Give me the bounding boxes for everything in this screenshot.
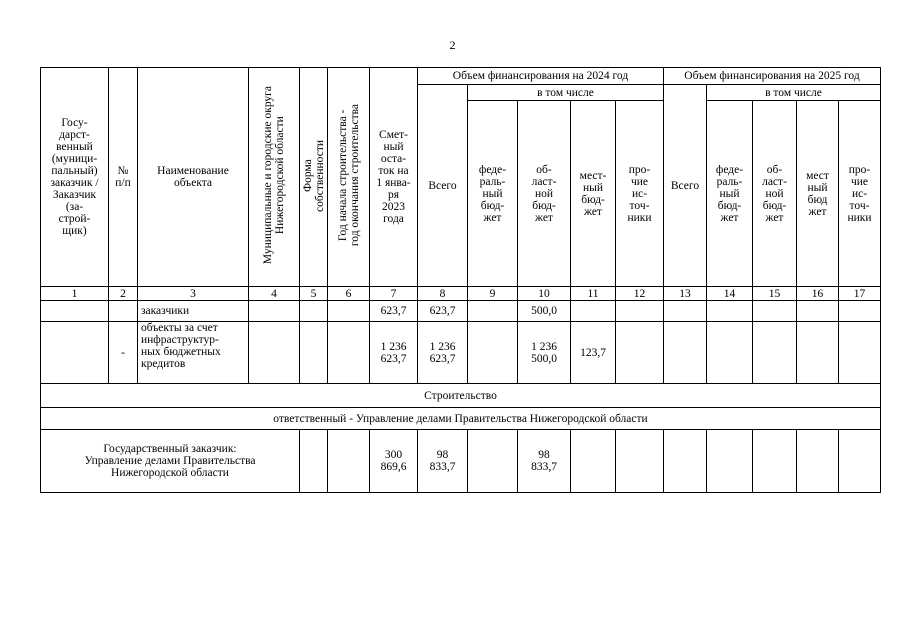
- column-numbers-row: [41, 287, 881, 301]
- cell-total-2024: 1 236 623,7: [418, 322, 468, 384]
- table-row: [41, 301, 881, 322]
- column-number: 10: [518, 287, 571, 301]
- column-number: 16: [797, 287, 839, 301]
- header-municipal-districts: Муниципальные и городские округа Нижегородской области: [249, 68, 300, 287]
- header-total-2024: Всего: [418, 85, 468, 287]
- header-including-2025: в том числе: [707, 85, 881, 101]
- item-number: -: [109, 322, 138, 384]
- cell-estimated-balance: 623,7: [370, 301, 418, 322]
- header-federal-2025: феде- раль- ный бюд- жет: [707, 101, 753, 287]
- responsible-row: ответственный - Управление делами Правительства Нижегородской области: [41, 408, 881, 430]
- cell-regional-2024: 98 833,7: [518, 430, 571, 493]
- table-row: [41, 430, 881, 493]
- header-customer: Госу- дарст- венный (муници- пальный) заказчик / Заказчик (за- строй- щик): [41, 68, 109, 287]
- header-construction-years: Год начала строительства - год окончания строительства: [328, 68, 370, 287]
- column-number: 6: [328, 287, 370, 301]
- column-number: 17: [839, 287, 881, 301]
- cell-regional-2024: 500,0: [518, 301, 571, 322]
- header-estimated-balance: Смет- ный оста- ток на 1 янва- ря 2023 года: [370, 68, 418, 287]
- header-funding-2025: Объем финансирования на 2025 год: [664, 68, 881, 85]
- financing-table: [40, 67, 881, 493]
- column-number: 1: [41, 287, 109, 301]
- cell-local-2024: 123,7: [571, 322, 616, 384]
- object-name: объекты за счет инфраструктур- ных бюджетных кредитов: [138, 322, 249, 384]
- column-number: 2: [109, 287, 138, 301]
- cell-estimated-balance: 300 869,6: [370, 430, 418, 493]
- cell-total-2024: 98 833,7: [418, 430, 468, 493]
- header-item-no: № п/п: [109, 68, 138, 287]
- government-customer: Государственный заказчик: Управление делами Правительства Нижегородской области: [41, 430, 300, 493]
- header-local-2025: мест ный бюд жет: [797, 101, 839, 287]
- table-row: [41, 322, 881, 384]
- header-other-2025: про- чие ис- точ- ники: [839, 101, 881, 287]
- column-number: 11: [571, 287, 616, 301]
- column-number: 3: [138, 287, 249, 301]
- column-number: 14: [707, 287, 753, 301]
- cell-estimated-balance: 1 236 623,7: [370, 322, 418, 384]
- header-object-name: Наименование объекта: [138, 68, 249, 287]
- cell-total-2024: 623,7: [418, 301, 468, 322]
- column-number: 13: [664, 287, 707, 301]
- column-number: 9: [468, 287, 518, 301]
- section-title: Строительство: [41, 384, 881, 408]
- column-number: 15: [753, 287, 797, 301]
- header-regional-2024: об- ласт- ной бюд- жет: [518, 101, 571, 287]
- column-number: 7: [370, 287, 418, 301]
- header-local-2024: мест- ный бюд- жет: [571, 101, 616, 287]
- column-number: 5: [300, 287, 328, 301]
- header-funding-2024: Объем финансирования на 2024 год: [418, 68, 664, 85]
- column-number: 12: [616, 287, 664, 301]
- header-other-2024: про- чие ис- точ- ники: [616, 101, 664, 287]
- header-federal-2024: феде- раль- ный бюд- жет: [468, 101, 518, 287]
- object-name: заказчики: [138, 301, 249, 322]
- header-ownership-form: Форма собственности: [300, 68, 328, 287]
- column-number: 4: [249, 287, 300, 301]
- header-total-2025: Всего: [664, 85, 707, 287]
- page-number: 2: [449, 38, 456, 52]
- header-regional-2025: об- ласт- ной бюд- жет: [753, 101, 797, 287]
- cell-regional-2024: 1 236 500,0: [518, 322, 571, 384]
- column-number: 8: [418, 287, 468, 301]
- header-including-2024: в том числе: [468, 85, 664, 101]
